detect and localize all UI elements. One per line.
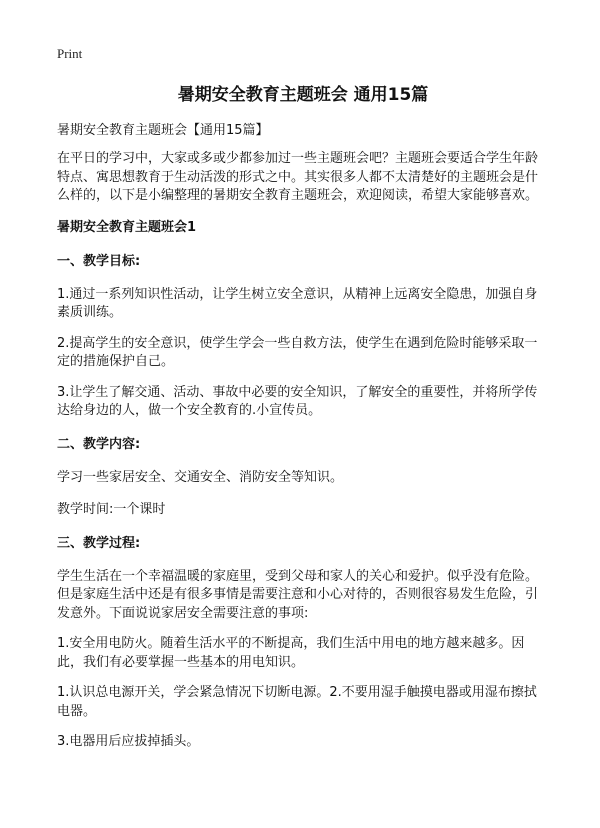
print-link[interactable]: Print (57, 46, 83, 61)
time-paragraph: 教学时间:一个课时 (57, 502, 166, 517)
section-title: 暑期安全教育主题班会1 (57, 219, 197, 235)
goal-2: 2.提高学生的安全意识，使学生学会一些自救方法，使学生在遇到危险时能够采取一定的措施保护自己。 (57, 335, 538, 369)
heading-teaching-goals: 一、教学目标: (57, 253, 141, 269)
heading-teaching-content: 二、教学内容: (57, 436, 141, 452)
goal-1: 1.通过一系列知识性活动，让学生树立安全意识，从精神上远离安全隐患，加强自身素质训练。 (57, 286, 538, 320)
process-item-1: 1.安全用电防火。随着生活水平的不断提高，我们生活中用电的地方越来越多。因此，我们有必要掌握一些基本的用电知识。 (57, 636, 525, 670)
process-item-3: 3.电器用后应拔掉插头。 (57, 734, 200, 749)
intro-paragraph: 在平日的学习中，大家或多或少都参加过一些主题班会吧？主题班会要适合学生年龄特点、寓思想教育于生动活泼的形式之中。其实很多人都不太清楚好的主题班会是什么样的，以下是小编整理的暑期安全教育主题班会，欢迎阅读，希望大家能够喜欢。 (57, 151, 539, 203)
goal-3: 3.让学生了解交通、活动、事故中必要的安全知识，了解安全的重要性，并将所学传达给身边的人，做一个安全教育的.小宣传员。 (57, 384, 538, 418)
process-item-2: 1.认识总电源开关，学会紧急情况下切断电源。2.不要用湿手触摸电器或用湿布擦拭电器。 (57, 685, 537, 719)
process-intro-paragraph: 学生生活在一个幸福温暖的家庭里，受到父母和家人的关心和爱护。似乎没有危险。但是家庭生活中还是有很多事情是需要注意和小心对待的，否则很容易发生危险，引发意外。下面说说家居安全需要注意的事项: (57, 568, 539, 621)
document-subtitle: 暑期安全教育主题班会【通用15篇】 (57, 123, 269, 138)
document-page (57, 44, 549, 764)
content-paragraph: 学习一些家居安全、交通安全、消防安全等知识。 (57, 469, 344, 485)
heading-teaching-process: 三、教学过程: (57, 535, 141, 551)
document-title: 暑期安全教育主题班会 通用15篇 (177, 85, 429, 105)
